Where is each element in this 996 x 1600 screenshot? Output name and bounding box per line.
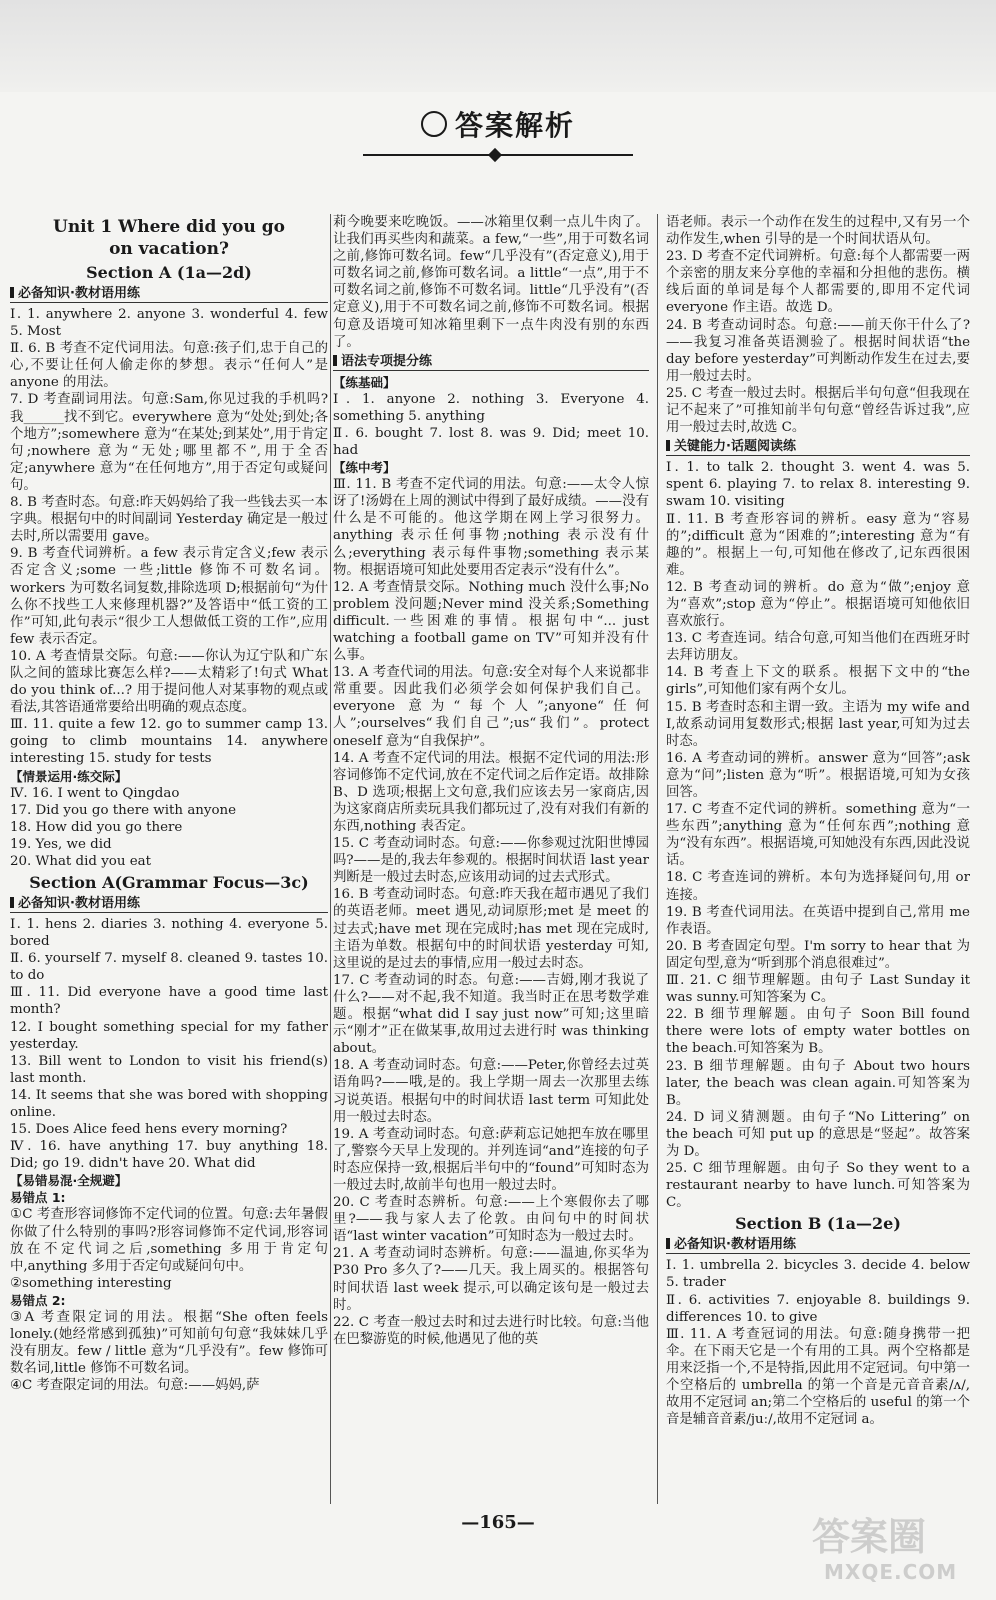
page-title xyxy=(0,104,996,144)
watermark-big-text: 答案圈 xyxy=(812,1515,927,1559)
answer-paragraph: 19. B 考查代词用法。在英语中提到自己,常用 me 作表语。 xyxy=(666,904,970,937)
answer-paragraph: Ⅰ. 1. umbrella 2. bicycles 3. decide 4. below 5. trader xyxy=(666,1258,970,1291)
page-header xyxy=(0,104,996,160)
sub-heading: 易错点 2: xyxy=(10,1292,66,1308)
answer-paragraph: 15. C 考查动词时态。句意:——你参观过沈阳世博园吗?——是的,我去年参观的。根据时间状语 last year 判断是一般过去时态,应该用动词的过去式形式。 xyxy=(333,836,649,886)
answer-paragraph: ①C 考查形容词修饰不定代词的位置。句意:去年暑假你做了什么特别的事吗?形容词修饰不定代词,形容词放在不定代词之后,something 多用于肯定句中,anything 多用于否定句或疑问句中。 xyxy=(10,1207,328,1274)
answer-paragraph: 25. C 考查一般过去时。根据后半句句意“但我现在记不起来了”可推知前半句句意“曾经告诉过我”,应用一般过去时,故选 C。 xyxy=(666,385,970,436)
answer-paragraph: 14. B 考查上下文的联系。根据下文中的“the girls”,可知他们家有两个女儿。 xyxy=(666,665,970,698)
answer-paragraph: 24. B 考查动词时态。句意:——前天你干什么了?——我复习准备英语测验了。根据时间状语“the day before yesterday”可判断动作发生在过去,要用一般过去时。 xyxy=(666,317,970,384)
answer-paragraph: 23. D 考查不定代词辨析。句意:每个人都需要一两个亲密的朋友来分享他的幸福和分担他的悲伤。横线后面的单词是每个人都需要的,即用不定代词 everyone 作主语。故选 D。 xyxy=(666,249,970,316)
section-title: Section A(Grammar Focus—3c) xyxy=(29,873,309,892)
answer-paragraph: Ⅰ. 1. anywhere 2. anyone 3. wonderful 4. few 5. Most xyxy=(10,307,328,340)
answer-paragraph: 18. How did you go there xyxy=(10,819,183,835)
answer-paragraph: 12. A 考查情景交际。Nothing much 没什么事;No problem 没问题;Never mind 没关系;Something difficult.一些困难的事情。根据句中“... just watching a football game on TV”可知并没有什么事。 xyxy=(333,579,649,664)
answer-paragraph: Ⅳ. 16. I went to Qingdao xyxy=(10,785,180,801)
answer-paragraph: Ⅲ. 11. A 考查冠词的用法。句意:随身携带一把伞。在下雨天它是一个有用的工具。两个空格都是用来泛指一个,不是特指,因此用不定冠词。句中第一个空格后的 umbrella 的第一个音是元音音素/ʌ/,故用不定冠词 an;第二个空格后的 useful 的第一个音是辅音音素/juː/,故用不定冠词 a。 xyxy=(666,1326,970,1428)
answer-paragraph: 22. C 考查一般过去时和过去进行时比较。句意:当他在巴黎游览的时候,他遇见了他的英 xyxy=(333,1314,649,1347)
answer-paragraph: Ⅱ. 6. B 考查不定代词用法。句意:孩子们,忠于自己的心,不要让任何人偷走你的梦想。表示“任何人”是 anyone 的用法。 xyxy=(10,341,328,391)
answer-paragraph: 12. I bought something special for my father yesterday. xyxy=(10,1019,328,1052)
answer-paragraph: 15. B 考查时态和主谓一致。主语为 my wife and I,故系动词用复数形式;根据 last year,可知为过去时态。 xyxy=(666,699,970,749)
lightbulb-icon xyxy=(421,111,447,137)
answer-paragraph: Ⅲ. 11. B 考查不定代词的用法。句意:——太令人惊讶了!汤姆在上周的测试中得到了最好成绩。——没有什么是不可能的。他这学期在网上学习很努力。anything 表示任何事物;nothing 表示没有什么;everything 表示每件事物;something 表示某物。根据语境可知此处要用否定表示“没有什么”。 xyxy=(333,477,649,578)
unit-title-line-2: on vacation? xyxy=(109,239,229,259)
column-divider-1 xyxy=(330,214,331,1504)
watermark-small-text: MXQE.COM xyxy=(824,1560,958,1584)
answer-paragraph: 14. It seems that she was bored with shopping online. xyxy=(10,1087,328,1121)
answer-paragraph: 17. C 考查不定代词的辨析。something 意为“一些东西”;anything 意为“任何东西”;nothing 意为“没有东西”。根据语境,可知她没有东西,因此没说话。 xyxy=(666,802,970,869)
sub-heading: 【易错易混·全规避】 xyxy=(10,1173,128,1189)
section-title: Section B (1a—2e) xyxy=(735,1214,901,1234)
answer-paragraph: 18. A 考查动词时态。句意:——Peter,你曾经去过英语角吗?——哦,是的。我上学期一周去一次那里去练习说英语。根据句中的时间状语 last term 可知此处用一般过去时态。 xyxy=(333,1058,649,1125)
answer-paragraph: Ⅲ. 21. C 细节理解题。由句子 Last Sunday it was sunny.可知答案为 C。 xyxy=(666,973,970,1006)
section-bar: 必备知识·教材语用练 xyxy=(10,285,328,303)
answer-paragraph: Ⅲ. 11. quite a few 12. go to summer camp 13. going to climb mountains 14. anywhere interesting 15. study for tests xyxy=(10,717,328,767)
answer-paragraph: Ⅱ. 6. yourself 7. myself 8. cleaned 9. tastes 10. to do xyxy=(10,951,328,984)
page-number: —165— xyxy=(461,1512,535,1533)
sub-heading: 【练中考】 xyxy=(333,460,396,476)
top-scan-band xyxy=(0,0,996,92)
answer-paragraph: Ⅱ. 6. activities 7. enjoyable 8. buildings 9. differences 10. to give xyxy=(666,1292,970,1325)
answer-paragraph: 25. C 细节理解题。由句子 So they went to a restaurant nearby to have lunch.可知答案为 C。 xyxy=(666,1161,970,1211)
answer-paragraph: 16. A 考查动词的辨析。answer 意为“回答”;ask 意为“问”;listen 意为“听”。根据语境,可知为女孩回答。 xyxy=(666,750,970,800)
sub-heading: 【练基础】 xyxy=(333,374,396,390)
answer-paragraph: 9. B 考查代词辨析。a few 表示肯定含义;few 表示否定含义;some 一些;little 修饰不可数名词。workers 为可数名词复数,排除选项 D;根据前句“为什么你不找些工人来修理机器?”及答语中“低工资的工作”可知,此句表示“很少工人想做低工资的工作”,应用 few 表示否定。 xyxy=(10,546,328,647)
answer-paragraph: Ⅱ. 6. bought 7. lost 8. was 9. Did; meet 10. had xyxy=(333,425,649,459)
answer-paragraph: 14. A 考查不定代词的用法。根据不定代词的用法:形容词修饰不定代词,放在不定代词之后作定语。故排除 B、D 选项;根据上文句意,我们应该去另一家商店,因为这家商店所卖玩具我们都玩过了,没有对我们有新的东西,nothing 表否定。 xyxy=(333,750,649,834)
sub-heading: 【情景运用·练交际】 xyxy=(10,768,128,784)
page-title-text: 答案解析 xyxy=(454,109,575,142)
answer-paragraph: Ⅰ. 1. to talk 2. thought 3. went 4. was 5. spent 6. playing 7. to relax 8. interesting 9. swam 10. visiting xyxy=(666,460,970,510)
answer-paragraph: 20. B 考查固定句型。I'm sorry to hear that 为固定句型,意为“听到那个消息很难过”。 xyxy=(666,938,970,971)
section-bar: 语法专项提分练 xyxy=(333,353,649,371)
section-title: Section A (1a—2d) xyxy=(86,263,252,282)
title-divider xyxy=(363,150,633,160)
unit-title xyxy=(10,216,328,260)
sub-heading: 易错点 1: xyxy=(10,1190,66,1206)
answer-paragraph: 13. Bill went to London to visit his friend(s) last month. xyxy=(10,1053,328,1086)
answer-paragraph: 19. Yes, we did xyxy=(10,836,112,852)
answer-paragraph: 20. What did you eat xyxy=(10,853,152,869)
answer-paragraph: 15. Does Alice feed hens every morning? xyxy=(10,1122,288,1138)
answer-paragraph: ④C 考查限定词的用法。句意:——妈妈,萨 xyxy=(10,1378,260,1394)
answer-paragraph: 13. A 考查代词的用法。句意:安全对每个人来说都非常重要。因此我们必须学会如何保护我们自己。everyone 意为“每个人”;anyone“任何人”;ourselves“我们自己”;us“我们”。protect oneself 意为“自我保护”。 xyxy=(333,665,649,749)
answer-paragraph: ②something interesting xyxy=(10,1275,172,1291)
answer-paragraph: Ⅳ. 16. have anything 17. buy anything 18. Did; go 19. didn't have 20. What did xyxy=(10,1139,328,1172)
watermark-logo xyxy=(804,1506,980,1590)
answer-paragraph: Ⅰ. 1. hens 2. diaries 3. nothing 4. everyone 5. bored xyxy=(10,917,328,950)
answer-paragraph: 18. C 考查连词的辨析。本句为选择疑问句,用 or 连接。 xyxy=(666,870,970,903)
answer-paragraph: Ⅲ. 11. Did everyone have a good time last month? xyxy=(10,985,328,1018)
answer-paragraph: 10. A 考查情景交际。句意:——你认为辽宁队和广东队之间的篮球比赛怎么样?——太精彩了!句式 What do you think of...? 用于提问他人对某事物的观点或看法,其答语通常要给出明确的观点态度。 xyxy=(10,648,328,716)
answer-paragraph: 13. C 考查连词。结合句意,可知当他们在西班牙时去拜访朋友。 xyxy=(666,631,970,664)
answer-paragraph: 23. B 细节理解题。由句子 About two hours later, the beach was clean again.可知答案为 B。 xyxy=(666,1058,970,1108)
answer-paragraph: Ⅰ. 1. anyone 2. nothing 3. Everyone 4. something 5. anything xyxy=(333,391,649,424)
answer-paragraph: 22. B 细节理解题。由句子 Soon Bill found there were lots of empty water bottles on the beach.可知答案为 B。 xyxy=(666,1007,970,1057)
answer-paragraph: 16. B 考查动词时态。句意:昨天我在超市遇见了我们的英语老师。meet 遇见,动词原形;met 是 meet 的过去式;have met 现在完成时;has met 现在完成时,主语为单数。根据句中的时间状语 yesterday 可知,这里说的是过去的事情,应用一般过去时态。 xyxy=(333,887,649,971)
answer-paragraph: 20. C 考查时态辨析。句意:——上个寒假你去了哪里?——我与家人去了伦敦。由问句中的时间状语“last winter vacation”可知时态为一般过去时。 xyxy=(333,1195,649,1245)
answer-paragraph: 7. D 考查副词用法。句意:Sam,你见过我的手机吗?我______找不到它。everywhere 意为“处处;到处;各个地方”;somewhere 意为“在某处;到某处”,用于肯定句;nowhere 意为“无处;哪里都不”,用于全否定;anywhere 意为“在任何地方”,用于否定句或疑问句。 xyxy=(10,392,328,493)
answer-paragraph: 19. A 考查动词时态。句意:萨莉忘记她把车放在哪里了,警察今天早上发现的。并列连词“and”连接的句子时态应保持一致,根据后半句中的“found”可知时态为一般过去时,故前半句也用一般过去时。 xyxy=(333,1126,649,1193)
section-bar: 关键能力·话题阅读练 xyxy=(666,438,970,456)
answer-paragraph: 21. A 考查动词时态辨析。句意:——温迪,你买华为 P30 Pro 多久了?——几天。我上周买的。根据答句时间状语 last week 提示,可以确定该句是一般过去时。 xyxy=(333,1246,649,1313)
answer-paragraph: 17. Did you go there with anyone xyxy=(10,802,237,818)
section-bar: 必备知识·教材语用练 xyxy=(666,1236,970,1254)
column-2 xyxy=(333,214,649,1504)
column-1 xyxy=(10,214,328,1504)
answer-paragraph: ③A 考查限定词的用法。根据“She often feels lonely.(她经常感到孤独)”可知前句句意“我妹妹几乎没有朋友。few / little 意为“几乎没有”。few 修饰可数名词,little 修饰不可数名词。 xyxy=(10,1309,328,1377)
unit-title-line-1: Unit 1 Where did you go xyxy=(53,217,285,237)
answer-paragraph: Ⅱ. 11. B 考查形容词的辨析。easy 意为“容易的”;difficult 意为“困难的”;interesting 意为“有趣的”。根据上一句,可知他在修改了,记东西很困难。 xyxy=(666,511,970,578)
answer-paragraph: 莉今晚要来吃晚饭。——冰箱里仅剩一点儿牛肉了。让我们再买些肉和蔬菜。a few,“一些”,用于可数名词之前,修饰可数名词。few“几乎没有”(否定意义),用于可数名词之前,修饰可数名词。a little“一点”,用于不可数名词之前,修饰不可数名词。little“几乎没有”(否定意义),用于不可数名词之前,修饰不可数名词。根据句意及语境可知冰箱里剩下一点牛肉没有别的东西了。 xyxy=(333,215,649,350)
column-divider-2 xyxy=(657,214,658,1504)
answer-paragraph: 语老师。表示一个动作在发生的过程中,又有另一个动作发生,when 引导的是一个时间状语从句。 xyxy=(666,215,970,248)
column-3 xyxy=(666,214,970,1504)
answer-paragraph: 17. C 考查动词的时态。句意:——吉姆,刚才我说了什么?——对不起,我不知道。我当时正在思考数学难题。根据“what did I say just now”可知;这里暗示“刚才”正在做某事,故用过去进行时 was thinking about。 xyxy=(333,972,649,1057)
answer-paragraph: 8. B 考查时态。句意:昨天妈妈给了我一些钱去买一本字典。根据句中的时间副词 Yesterday 确定是一般过去时,所以需要用 gave。 xyxy=(10,495,328,545)
answer-paragraph: 12. B 考查动词的辨析。do 意为“做”;enjoy 意为“喜欢”;stop 意为“停止”。根据语境可知他依旧喜欢旅行。 xyxy=(666,579,970,630)
section-bar: 必备知识·教材语用练 xyxy=(10,895,328,913)
answer-paragraph: 24. D 词义猜测题。由句子“No Littering” on the beach 可知 put up 的意思是“竖起”。故答案为 D。 xyxy=(666,1109,970,1159)
